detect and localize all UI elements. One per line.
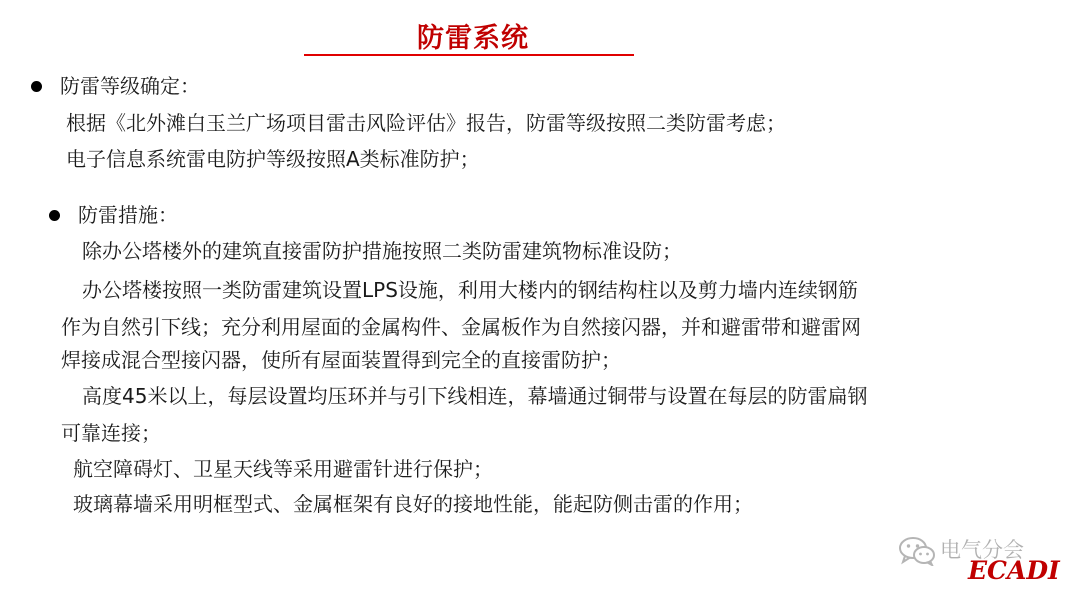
wechat-icon — [898, 536, 936, 566]
watermark-text: 电气分会 — [940, 538, 1024, 562]
bullet-dot — [49, 210, 60, 221]
title-underline — [304, 54, 634, 56]
body-line: 高度45米以上，每层设置均压环并与引下线相连，幕墙通过铜带与设置在每层的防雷扁钢 — [82, 384, 868, 408]
body-line: 作为自然引下线；充分利用屋面的金属构件、金属板作为自然接闪器，并和避雷带和避雷网 — [61, 315, 861, 339]
body-line: 玻璃幕墙采用明框型式、金属框架有良好的接地性能，能起防侧击雷的作用； — [73, 492, 753, 516]
body-line: 电子信息系统雷电防护等级按照A类标准防护； — [66, 147, 480, 171]
body-line: 根据《北外滩白玉兰广场项目雷击风险评估》报告，防雷等级按照二类防雷考虑； — [66, 111, 786, 135]
section-heading: 防雷等级确定： — [60, 74, 200, 98]
body-line: 办公塔楼按照一类防雷建筑设置LPS设施，利用大楼内的钢结构柱以及剪力墙内连续钢筋 — [82, 278, 858, 302]
section-heading: 防雷措施： — [78, 203, 178, 227]
slide-title: 防雷系统 — [417, 23, 529, 54]
ecadi-logo: ECADI — [968, 556, 1060, 585]
body-line: 航空障碍灯、卫星天线等采用避雷针进行保护； — [73, 457, 493, 481]
body-line: 焊接成混合型接闪器，使所有屋面装置得到完全的直接雷防护； — [61, 348, 621, 372]
body-line: 除办公塔楼外的建筑直接雷防护措施按照二类防雷建筑物标准设防； — [82, 239, 682, 263]
bullet-dot — [31, 81, 42, 92]
body-line: 可靠连接； — [61, 421, 161, 445]
